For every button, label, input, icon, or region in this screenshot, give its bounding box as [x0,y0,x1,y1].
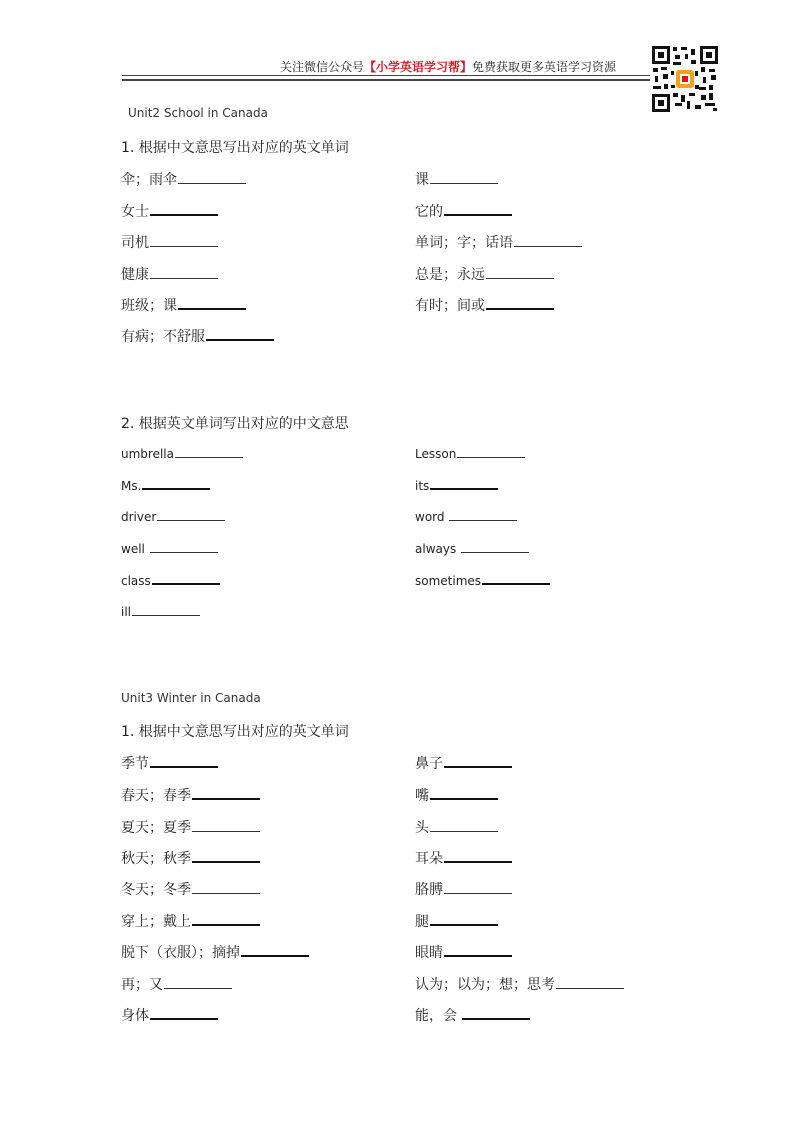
answer-blank[interactable] [150,203,218,216]
answer-blank[interactable] [430,820,498,832]
exercise-item: 鼻子 [415,753,512,773]
exercise-item: 嘴 [415,785,498,805]
exercise-item: ill [121,604,200,619]
answer-blank[interactable] [444,755,512,768]
answer-blank[interactable] [150,541,218,553]
exercise-item: 课 [415,169,498,189]
exercise-item: 身体 [121,1005,218,1025]
header-rule-thin [122,75,650,76]
exercise-item: umbrella [121,446,243,461]
answer-blank[interactable] [178,172,246,184]
answer-blank[interactable] [157,509,225,521]
answer-blank[interactable] [132,604,200,616]
exercise-item: class [121,572,220,588]
exercise-item: 季节 [121,753,218,773]
answer-blank[interactable] [462,1007,530,1020]
exercise-item: 冬天；冬季 [121,879,260,899]
exercise-item: word [415,509,517,524]
exercise-item: 再；又 [121,974,232,994]
answer-blank[interactable] [150,267,218,279]
header-suffix: 免费获取更多英语学习资源 [471,60,616,74]
exercise-item: 总是；永远 [415,264,554,284]
exercise-item: 班级；课 [121,295,246,315]
exercise-item: 健康 [121,264,218,284]
exercise-item: Lesson [415,446,525,461]
answer-blank[interactable] [192,850,260,863]
answer-blank[interactable] [206,328,274,341]
unit2-section2-title: 2. 根据英文单词写出对应的中文意思 [121,416,349,432]
answer-blank[interactable] [430,172,498,184]
exercise-item: Ms. [121,477,210,493]
exercise-item: 头 [415,817,498,837]
answer-blank[interactable] [430,477,498,490]
exercise-item: 有病；不舒服 [121,326,274,346]
exercise-item: its [415,477,498,493]
answer-blank[interactable] [192,787,260,800]
unit2-section1-title: 1. 根据中文意思写出对应的英文单词 [121,140,349,156]
header-rule-thick [122,79,650,81]
exercise-item: 胳膊 [415,879,512,899]
exercise-item: 能，会 [415,1005,530,1025]
exercise-item: sometimes [415,572,550,588]
answer-blank[interactable] [175,446,243,458]
answer-blank[interactable] [444,882,512,894]
exercise-item: always [415,541,529,556]
answer-blank[interactable] [444,850,512,863]
answer-blank[interactable] [486,267,554,279]
answer-blank[interactable] [482,572,550,585]
answer-blank[interactable] [164,977,232,989]
answer-blank[interactable] [486,297,554,310]
answer-blank[interactable] [150,755,218,768]
header-highlight: 【小学英语学习帮】 [363,60,472,74]
header-prefix: 关注微信公众号 [279,60,364,74]
answer-blank[interactable] [192,913,260,926]
unit3-section1-title: 1. 根据中文意思写出对应的英文单词 [121,724,349,740]
exercise-item: 有时；间或 [415,295,554,315]
answer-blank[interactable] [449,509,517,521]
exercise-item: well [121,541,218,556]
answer-blank[interactable] [178,297,246,310]
exercise-item: 认为；以为；想；思考 [415,974,624,994]
exercise-item: 单词；字；话语 [415,232,582,252]
answer-blank[interactable] [457,446,525,458]
exercise-item: 夏天；夏季 [121,817,260,837]
answer-blank[interactable] [241,944,309,957]
exercise-item: 秋天；秋季 [121,848,260,868]
answer-blank[interactable] [142,477,210,490]
exercise-item: 女士 [121,201,218,221]
answer-blank[interactable] [444,203,512,216]
unit3-title: Unit3 Winter in Canada [121,691,261,705]
answer-blank[interactable] [192,882,260,894]
answer-blank[interactable] [192,820,260,832]
exercise-item: 春天；春季 [121,785,260,805]
exercise-item: 司机 [121,232,218,252]
exercise-item: driver [121,509,225,524]
answer-blank[interactable] [430,913,498,926]
answer-blank[interactable] [430,787,498,800]
exercise-item: 伞；雨伞 [121,169,246,189]
exercise-item: 穿上；戴上 [121,911,260,931]
exercise-item: 它的 [415,201,512,221]
exercise-item: 耳朵 [415,848,512,868]
exercise-item: 脱下（衣服）；摘掉 [121,942,309,962]
answer-blank[interactable] [444,944,512,957]
answer-blank[interactable] [514,235,582,247]
answer-blank[interactable] [150,1007,218,1020]
unit2-title: Unit2 School in Canada [128,106,268,120]
answer-blank[interactable] [461,541,529,553]
exercise-item: 眼睛 [415,942,512,962]
exercise-item: 腿 [415,911,498,931]
answer-blank[interactable] [152,572,220,585]
qr-code-icon [651,45,719,113]
answer-blank[interactable] [150,235,218,247]
answer-blank[interactable] [556,977,624,989]
